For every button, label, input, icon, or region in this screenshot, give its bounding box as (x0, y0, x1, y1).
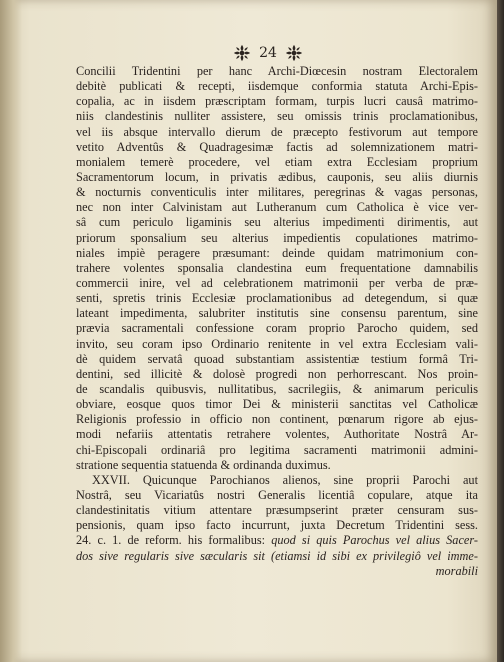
text-line: pensionis, quam ipso facto incurrunt, juxta Decretum Tridentini sess. (76, 518, 478, 533)
text-line: nec non inter Calvinistam aut Lutheranum cum Catholica è vice ver- (76, 200, 478, 215)
text-line: stratione sequentia statuenda & ordinanda duximus. (76, 457, 331, 472)
page-edge (497, 0, 504, 662)
text-line: trahere volentes sponsalia clandestina eum frequentatione damnabilis (76, 260, 478, 275)
text-line: Nostrâ, seu Vicariatûs nostri Generalis licentiâ copulare, atque ita (76, 487, 478, 502)
body-text (76, 64, 478, 579)
text-line: debitè publicati & recepti, iisdemque conformia statuta Archi-Epis- (76, 79, 478, 94)
text-line: Concilii Tridentini per hanc Archi-Diœcesin nostram Electoralem (76, 64, 478, 78)
section-first-line (76, 473, 478, 488)
text-line: clandestinitatis vitium attentare præsumpserint præter censuram sus- (76, 503, 478, 518)
text-line: copalia, ac in iisdem præscriptam formam, turpis lucri causâ matrimo- (76, 94, 478, 109)
text-line: modi nefariis attentatis retrahere volentes, Authoritate Nostrâ Ar- (76, 427, 478, 442)
text-line: monialem temerè procedere, vel etiam extra Ecclesiam proprium (76, 154, 478, 169)
page-header (208, 42, 328, 64)
text-line: priorum sponsalium seu alterius impedientis copulationes matrimo- (76, 230, 478, 245)
text-line: Religionis professio in officio non continent, pœnarum rigore ab ejus- (76, 412, 478, 427)
text-line: vel iis absque intervallo dierum de præcepto festivorum aut tempore (76, 124, 478, 139)
text-line: vetito Adventûs & Quadragesimæ factis ad solemnizationem matri- (76, 139, 478, 154)
text-line: commercii inire, vel ad celebrationem matrimonii per verba de præ- (76, 275, 478, 290)
text-line: dè quidem servatâ quoad substantiam assistentiæ testium formâ Tri- (76, 351, 478, 366)
fleuron-ornament-icon (285, 44, 303, 62)
text-line: senti, spretis trinis Ecclesiæ proclamationibus ad detegendum, si quæ (76, 291, 478, 306)
quote-text: quod si quis Parochus vel alius Sacer- (271, 533, 478, 548)
text-line: lateant impedimenta, salubriter institutis sine consensu parentum, sine (76, 306, 478, 321)
quote-line: dos sive regularis sive sæcularis sit (etiamsi id sibi ex privilegiô vel imme- (76, 548, 478, 563)
section-text: 24. c. 1. de reform. his formalibus: (76, 533, 266, 548)
text-line: & nocturnis conventiculis inter militares, peregrinas & vagas personas, (76, 185, 478, 200)
text-line: dentini, sed illicitè & dolosè progredi non perhorrescant. Nos proin- (76, 366, 478, 381)
catchword: morabili (435, 563, 478, 578)
text-line: prævia sacramentali confessione coram proprio Parocho quidem, sed (76, 321, 478, 336)
text-line: obviare, eosque quos timor Dei & ministerii sanctitas vel Catholicæ (76, 397, 478, 412)
text-line: de scandalis quibusvis, nullitatibus, sacrilegiis, & animarum periculis (76, 381, 478, 396)
text-line: niis clandestinis nulliter assistere, seu omissis trinis proclamationibus, (76, 109, 478, 124)
text-line: invito, seu coram ipso Ordinario renitente in vel extra Ecclesiam vali- (76, 336, 478, 351)
mixed-line (76, 533, 478, 548)
fleuron-ornament-icon (233, 44, 251, 62)
text-line: Sacramentorum locum, in privatis ædibus, cauponis, seu aliis diurnis (76, 169, 478, 184)
page-number: 24 (259, 45, 277, 61)
text-line: sâ cum periculo ligaminis seu alterius impedimenti dirimentis, aut (76, 215, 478, 230)
text-line: niales impiè peragere præsumant: deinde quidam matrimonium con- (76, 245, 478, 260)
text-line: chi-Episcopali ordinariâ pro legitima sacramenti matrimonii admini- (76, 442, 478, 457)
binding-gutter (0, 0, 22, 662)
section-text: Quicunque Parochianos alienos, sine proprii Parochi aut (142, 472, 478, 487)
section-number: XXVII. (92, 472, 130, 487)
